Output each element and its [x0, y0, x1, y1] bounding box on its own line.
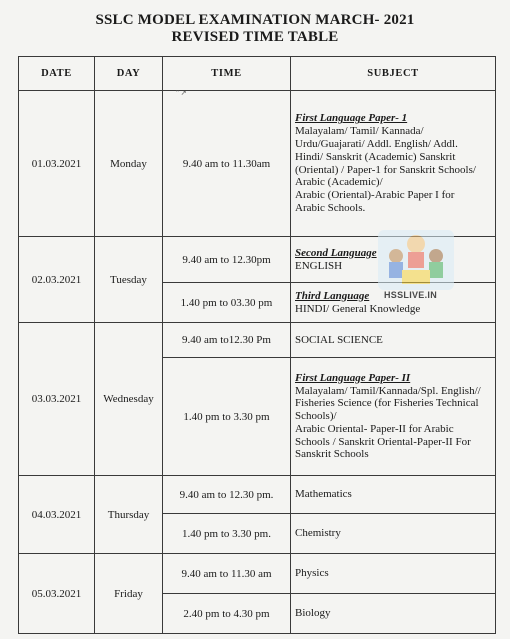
subject-heading: First Language Paper- II: [295, 371, 411, 384]
table-row: [19, 323, 496, 358]
subject-heading: First Language Paper- 1: [295, 112, 408, 125]
exam-time: 9.40 am to12.30 Pm: [163, 323, 291, 358]
subject-line: Hindi/ Sanskrit (Academic) Sanskrit: [295, 150, 456, 163]
subject-heading: Second Language: [295, 246, 377, 259]
table-row: [19, 554, 496, 594]
subject-line: (Oriental) / Paper-1 for Sanskrit Schools/: [295, 163, 476, 176]
exam-date: 03.03.2021: [19, 323, 95, 476]
subject-heading: Third Language: [295, 289, 370, 302]
exam-time: 2.40 pm to 4.30 pm: [163, 594, 291, 634]
subject-line: SOCIAL SCIENCE: [295, 333, 383, 346]
exam-subject: [291, 91, 496, 237]
exam-day: Friday: [95, 554, 163, 634]
subject-line: Mathematics: [295, 488, 352, 501]
document-subtitle: REVISED TIME TABLE: [171, 29, 339, 45]
exam-date: 01.03.2021: [19, 91, 95, 237]
exam-time: 1.40 pm to 3.30 pm: [163, 358, 291, 476]
header-row: [19, 57, 496, 91]
exam-subject: [291, 554, 496, 594]
exam-day: Monday: [95, 91, 163, 237]
exam-date: 04.03.2021: [19, 476, 95, 554]
table-row: [19, 91, 496, 237]
exam-subject: [291, 594, 496, 634]
subject-line: Arabic Schools.: [295, 201, 366, 214]
subject-line: Physics: [295, 567, 329, 580]
subject-line: Fisheries Science (for Fisheries Technical: [295, 397, 479, 410]
exam-subject: [291, 476, 496, 514]
exam-date: 02.03.2021: [19, 237, 95, 323]
margin-mark: " ↗: [176, 89, 187, 97]
subject-line: Sanskrit Schools: [295, 448, 369, 461]
exam-time: 9.40 am to 11.30am: [163, 91, 291, 237]
header-subject: SUBJECT: [291, 57, 496, 91]
exam-day: Thursday: [95, 476, 163, 554]
subject-line: Arabic (Academic)/: [295, 176, 383, 189]
exam-subject: [291, 358, 496, 476]
subject-line: Chemistry: [295, 527, 341, 540]
exam-time: 9.40 am to 12.30 pm.: [163, 476, 291, 514]
exam-time: 1.40 pm to 3.30 pm.: [163, 514, 291, 554]
subject-line: Biology: [295, 607, 331, 620]
document-title: SSLC MODEL EXAMINATION MARCH- 2021: [95, 12, 415, 28]
subject-line: ENGLISH: [295, 259, 343, 272]
subject-line: Schools)/: [295, 410, 337, 423]
table-row: [19, 476, 496, 514]
watermark-text: HSSLIVE.IN: [384, 290, 438, 300]
subject-line: Malayalam/ Tamil/Kannada/Spl. English//: [295, 384, 481, 397]
subject-line: Malayalam/ Tamil/ Kannada/: [295, 125, 424, 138]
subject-line: Arabic (Oriental)-Arabic Paper I for: [295, 189, 455, 202]
exam-time: 9.40 am to 11.30 am: [163, 554, 291, 594]
exam-date: 05.03.2021: [19, 554, 95, 634]
subject-line: Urdu/Guajarati/ Addl. English/ Addl.: [295, 137, 458, 150]
exam-time: 1.40 pm to 03.30 pm: [163, 283, 291, 323]
exam-subject: [291, 323, 496, 358]
exam-subject: [291, 514, 496, 554]
header-date: DATE: [19, 57, 95, 91]
header-time: TIME: [163, 57, 291, 91]
subject-line: Arabic Oriental- Paper-II for Arabic: [295, 422, 454, 435]
header-day: DAY: [95, 57, 163, 91]
subject-line: Schools / Sanskrit Oriental-Paper-II For: [295, 435, 471, 448]
exam-time: 9.40 am to 12.30pm: [163, 237, 291, 283]
exam-day: Tuesday: [95, 237, 163, 323]
subject-line: HINDI/ General Knowledge: [295, 302, 421, 315]
exam-day: Wednesday: [95, 323, 163, 476]
timetable: [18, 56, 496, 634]
